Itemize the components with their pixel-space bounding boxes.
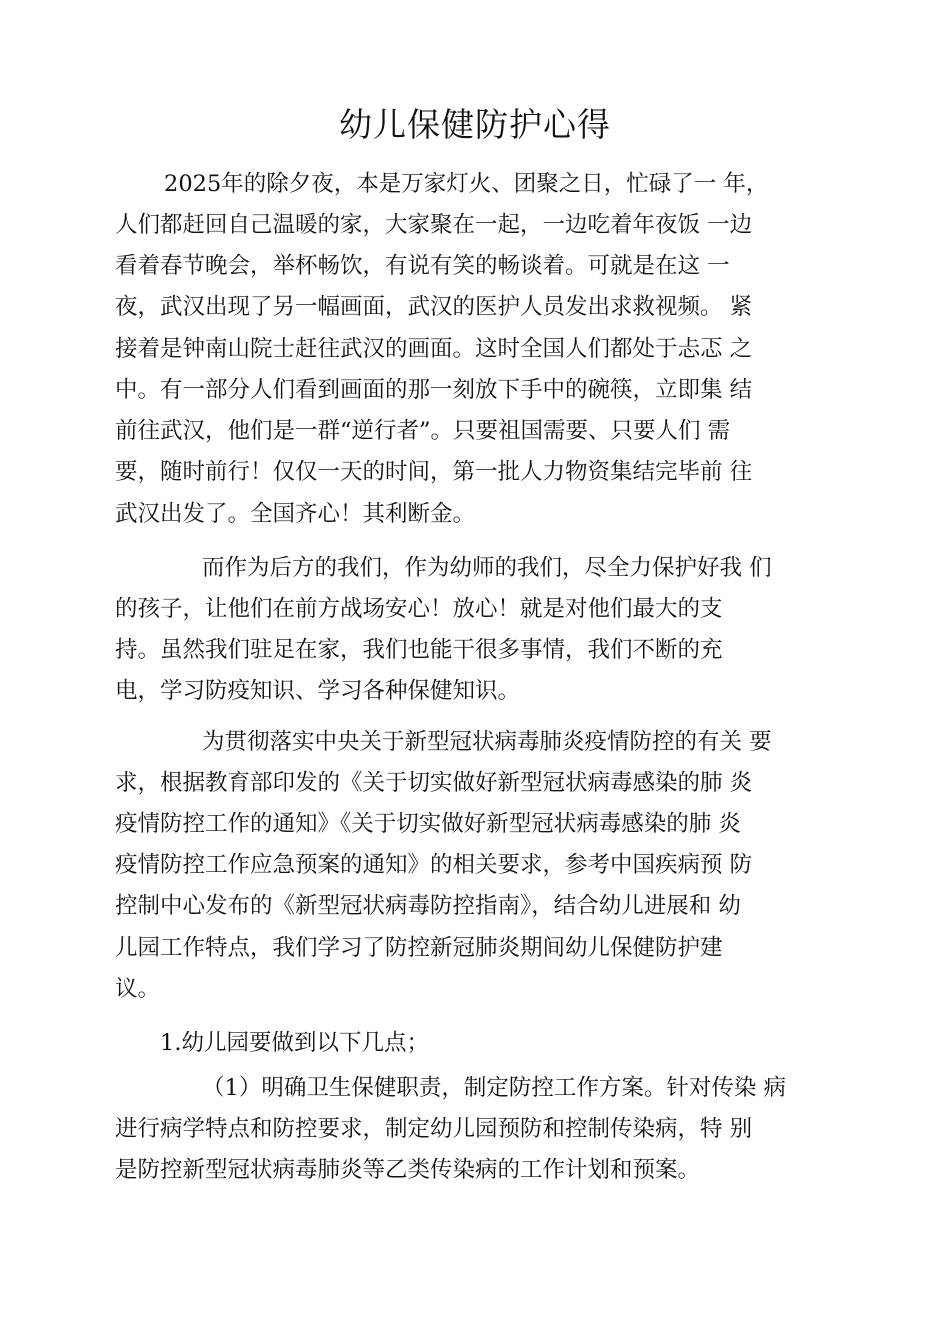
paragraph-line: 疫情防控工作应急预案的通知》的相关要求，参考中国疾病预 防 [115, 852, 753, 878]
paragraph-line: 要，随时前行！仅仅一天的时间，第一批人力物资集结完毕前 往 [115, 459, 753, 485]
paragraph-line: 人们都赶回自己温暖的家，大家聚在一起，一边吃着年夜饭 一边 [115, 212, 753, 238]
paragraph-line: 求，根据教育部印发的《关于切实做好新型冠状病毒感染的肺 炎 [115, 770, 753, 796]
paragraph-line: 疫情防控工作的通知》《关于切实做好新型冠状病毒感染的肺 炎 [115, 811, 741, 837]
paragraph-line: 电，学习防疫知识、学习各种保健知识。 [115, 678, 521, 704]
paragraph-line: 的孩子，让他们在前方战场安心！放心！就是对他们最大的支 [115, 596, 723, 622]
paragraph-line: 接着是钟南山院士赶往武汉的画面。这时全国人们都处于忐忑 之 [115, 336, 753, 362]
paragraph-line: 武汉出发了。全国齐心！其利断金。 [115, 501, 476, 527]
paragraph-line: 为贯彻落实中央关于新型冠状病毒肺炎疫情防控的有关 要 [202, 729, 772, 755]
paragraph-line: 夜，武汉出现了另一幅画面，武汉的医护人员发出求救视频。 紧 [115, 294, 753, 320]
paragraph-line: 看着春节晚会，举杯畅饮，有说有笑的畅谈着。可就是在这 一 [115, 253, 730, 279]
paragraph-line: 中。有一部分人们看到画面的那一刻放下手中的碗筷，立即集 结 [115, 377, 753, 403]
paragraph-line: 1.幼儿园要做到以下几点； [160, 1030, 429, 1056]
paragraph-line: 2025年的除夕夜，本是万家灯火、团聚之日，忙碌了一 年， [164, 171, 769, 197]
paragraph-line: 儿园工作特点，我们学习了防控新冠肺炎期间幼儿保健防护建 [115, 935, 723, 961]
paragraph-line: 控制中心发布的《新型冠状病毒防控指南》，结合幼儿进展和 幼 [115, 893, 741, 919]
paragraph-line: 是防控新型冠状病毒肺炎等乙类传染病的工作计划和预案。 [115, 1157, 701, 1183]
paragraph-line: （1）明确卫生保健职责，制定防控工作方案。针对传染 病 [202, 1075, 786, 1101]
paragraph-line: 而作为后方的我们，作为幼师的我们，尽全力保护好我 们 [202, 555, 772, 581]
paragraph-line: 持。虽然我们驻足在家，我们也能干很多事情，我们不断的充 [115, 637, 723, 663]
paragraph-line: 前往武汉，他们是一群“逆行者”。只要祖国需要、只要人们 需 [115, 418, 731, 444]
paragraph-line: 进行病学特点和防控要求，制定幼儿园预防和控制传染病，特 别 [115, 1116, 753, 1142]
document-title: 幼儿保健防护心得 [339, 105, 611, 144]
paragraph-line: 议。 [115, 976, 161, 1002]
